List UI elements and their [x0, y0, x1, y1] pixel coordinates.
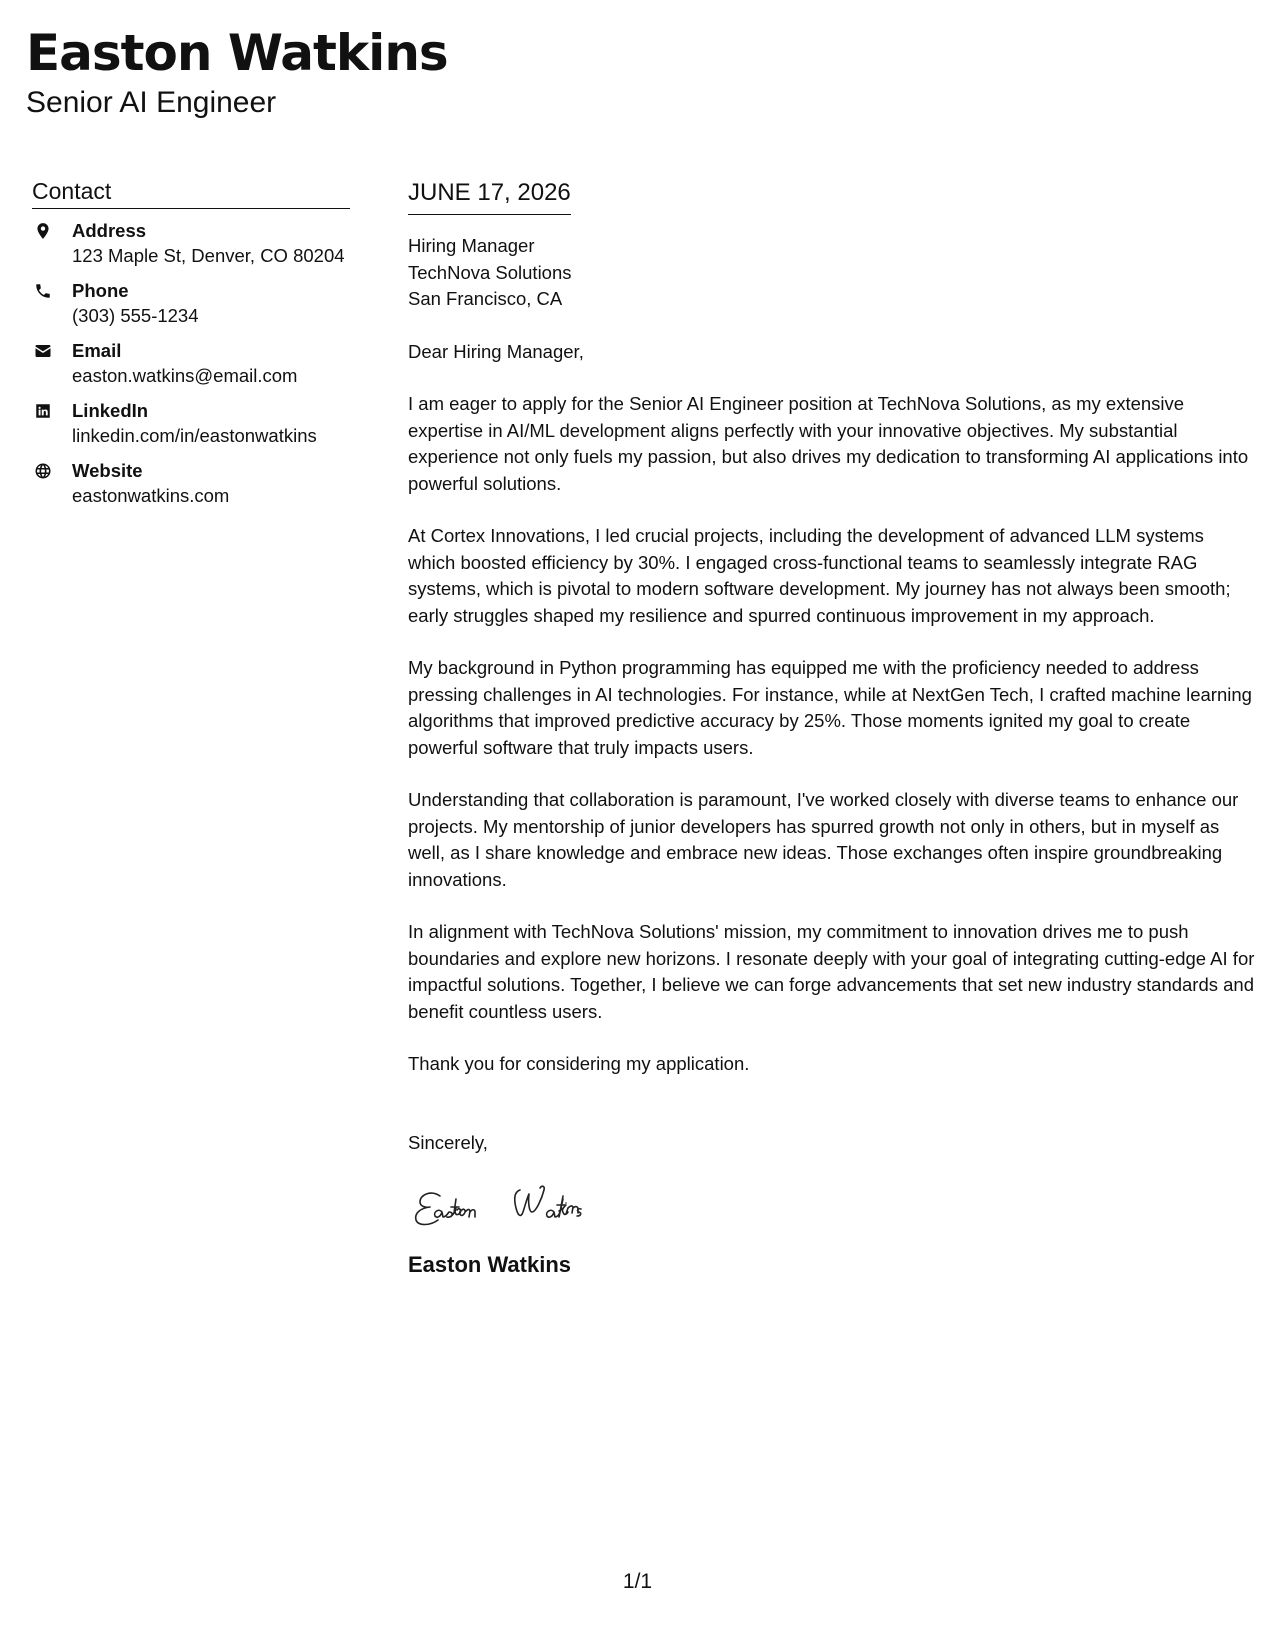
map-pin-icon	[32, 219, 72, 243]
applicant-title: Senior AI Engineer	[26, 86, 277, 119]
header	[26, 22, 448, 122]
contact-item-website	[32, 459, 350, 508]
recipient-line: San Francisco, CA	[408, 288, 563, 309]
recipient-block	[408, 233, 1256, 313]
letter-body	[408, 176, 1256, 1280]
contact-label: Email	[72, 340, 122, 361]
contact-value: easton.watkins@email.com	[72, 365, 298, 386]
contact-item-phone	[32, 279, 350, 328]
envelope-icon	[32, 339, 72, 363]
handwritten-signature	[412, 1178, 1256, 1238]
contact-value: 123 Maple St, Denver, CO 80204	[72, 245, 345, 266]
contact-item-address	[32, 219, 350, 268]
page-number: 1/1	[622, 1570, 653, 1593]
contact-label: Website	[72, 460, 143, 481]
contact-label: LinkedIn	[72, 400, 149, 421]
letter-paragraph: I am eager to apply for the Senior AI Engineer position at TechNova Solutions, as my extensive expertise in AI/ML development aligns perfectly with your innovative objectives. My substantial experience not only fuels my passion, but also drives my dedication to transforming AI applications into powerful solutions.	[408, 393, 1249, 494]
recipient-line: TechNova Solutions	[408, 261, 572, 283]
contact-label: Address	[72, 220, 147, 241]
contact-value: linkedin.com/in/eastonwatkins	[72, 425, 317, 446]
contact-value: eastonwatkins.com	[72, 485, 230, 506]
contact-item-email	[32, 339, 350, 388]
linkedin-icon	[32, 399, 72, 423]
contact-label: Phone	[72, 280, 129, 301]
signer-name: Easton Watkins	[408, 1252, 571, 1277]
contact-item-linkedin	[32, 399, 350, 448]
contact-value: (303) 555-1234	[72, 305, 199, 326]
letter-paragraph: My background in Python programming has equipped me with the proficiency needed to address pressing challenges in AI technologies. For instance, while at NextGen Tech, I crafted machine learning algorithms that improved predictive accuracy by 25%. Those moments ignited my goal to create powerful software that truly impacts users.	[408, 657, 1252, 758]
salutation: Dear Hiring Manager,	[408, 340, 584, 362]
globe-icon	[32, 459, 72, 483]
applicant-name: Easton Watkins	[26, 24, 448, 82]
phone-icon	[32, 279, 72, 303]
contact-heading: Contact	[32, 176, 350, 209]
recipient-line: Hiring Manager	[408, 235, 535, 256]
letter-date: JUNE 17, 2026	[408, 176, 571, 215]
contact-sidebar	[32, 176, 350, 519]
letter-paragraph: Understanding that collaboration is paramount, I've worked closely with diverse teams to enhance our projects. My mentorship of junior developers has spurred growth not only in others, but in myself as well, as I share knowledge and embrace new ideas. Those exchanges often inspire groundbreaking innovations.	[408, 789, 1239, 890]
letter-paragraph: At Cortex Innovations, I led crucial projects, including the development of advanced LLM systems which boosted efficiency by 30%. I engaged cross-functional teams to seamlessly integrate RAG systems, which is pivotal to modern software development. My journey has not always been smooth; early struggles shaped my resilience and spurred continuous improvement in my approach.	[408, 525, 1231, 626]
closing: Sincerely,	[408, 1131, 488, 1153]
letter-paragraph: In alignment with TechNova Solutions' mission, my commitment to innovation drives me to push boundaries and explore new horizons. I resonate deeply with your goal of integrating cutting-edge AI for impactful solutions. Together, I believe we can forge advancements that set new industry standards and benefit countless users.	[408, 921, 1255, 1022]
letter-paragraph: Thank you for considering my application.	[408, 1053, 750, 1074]
